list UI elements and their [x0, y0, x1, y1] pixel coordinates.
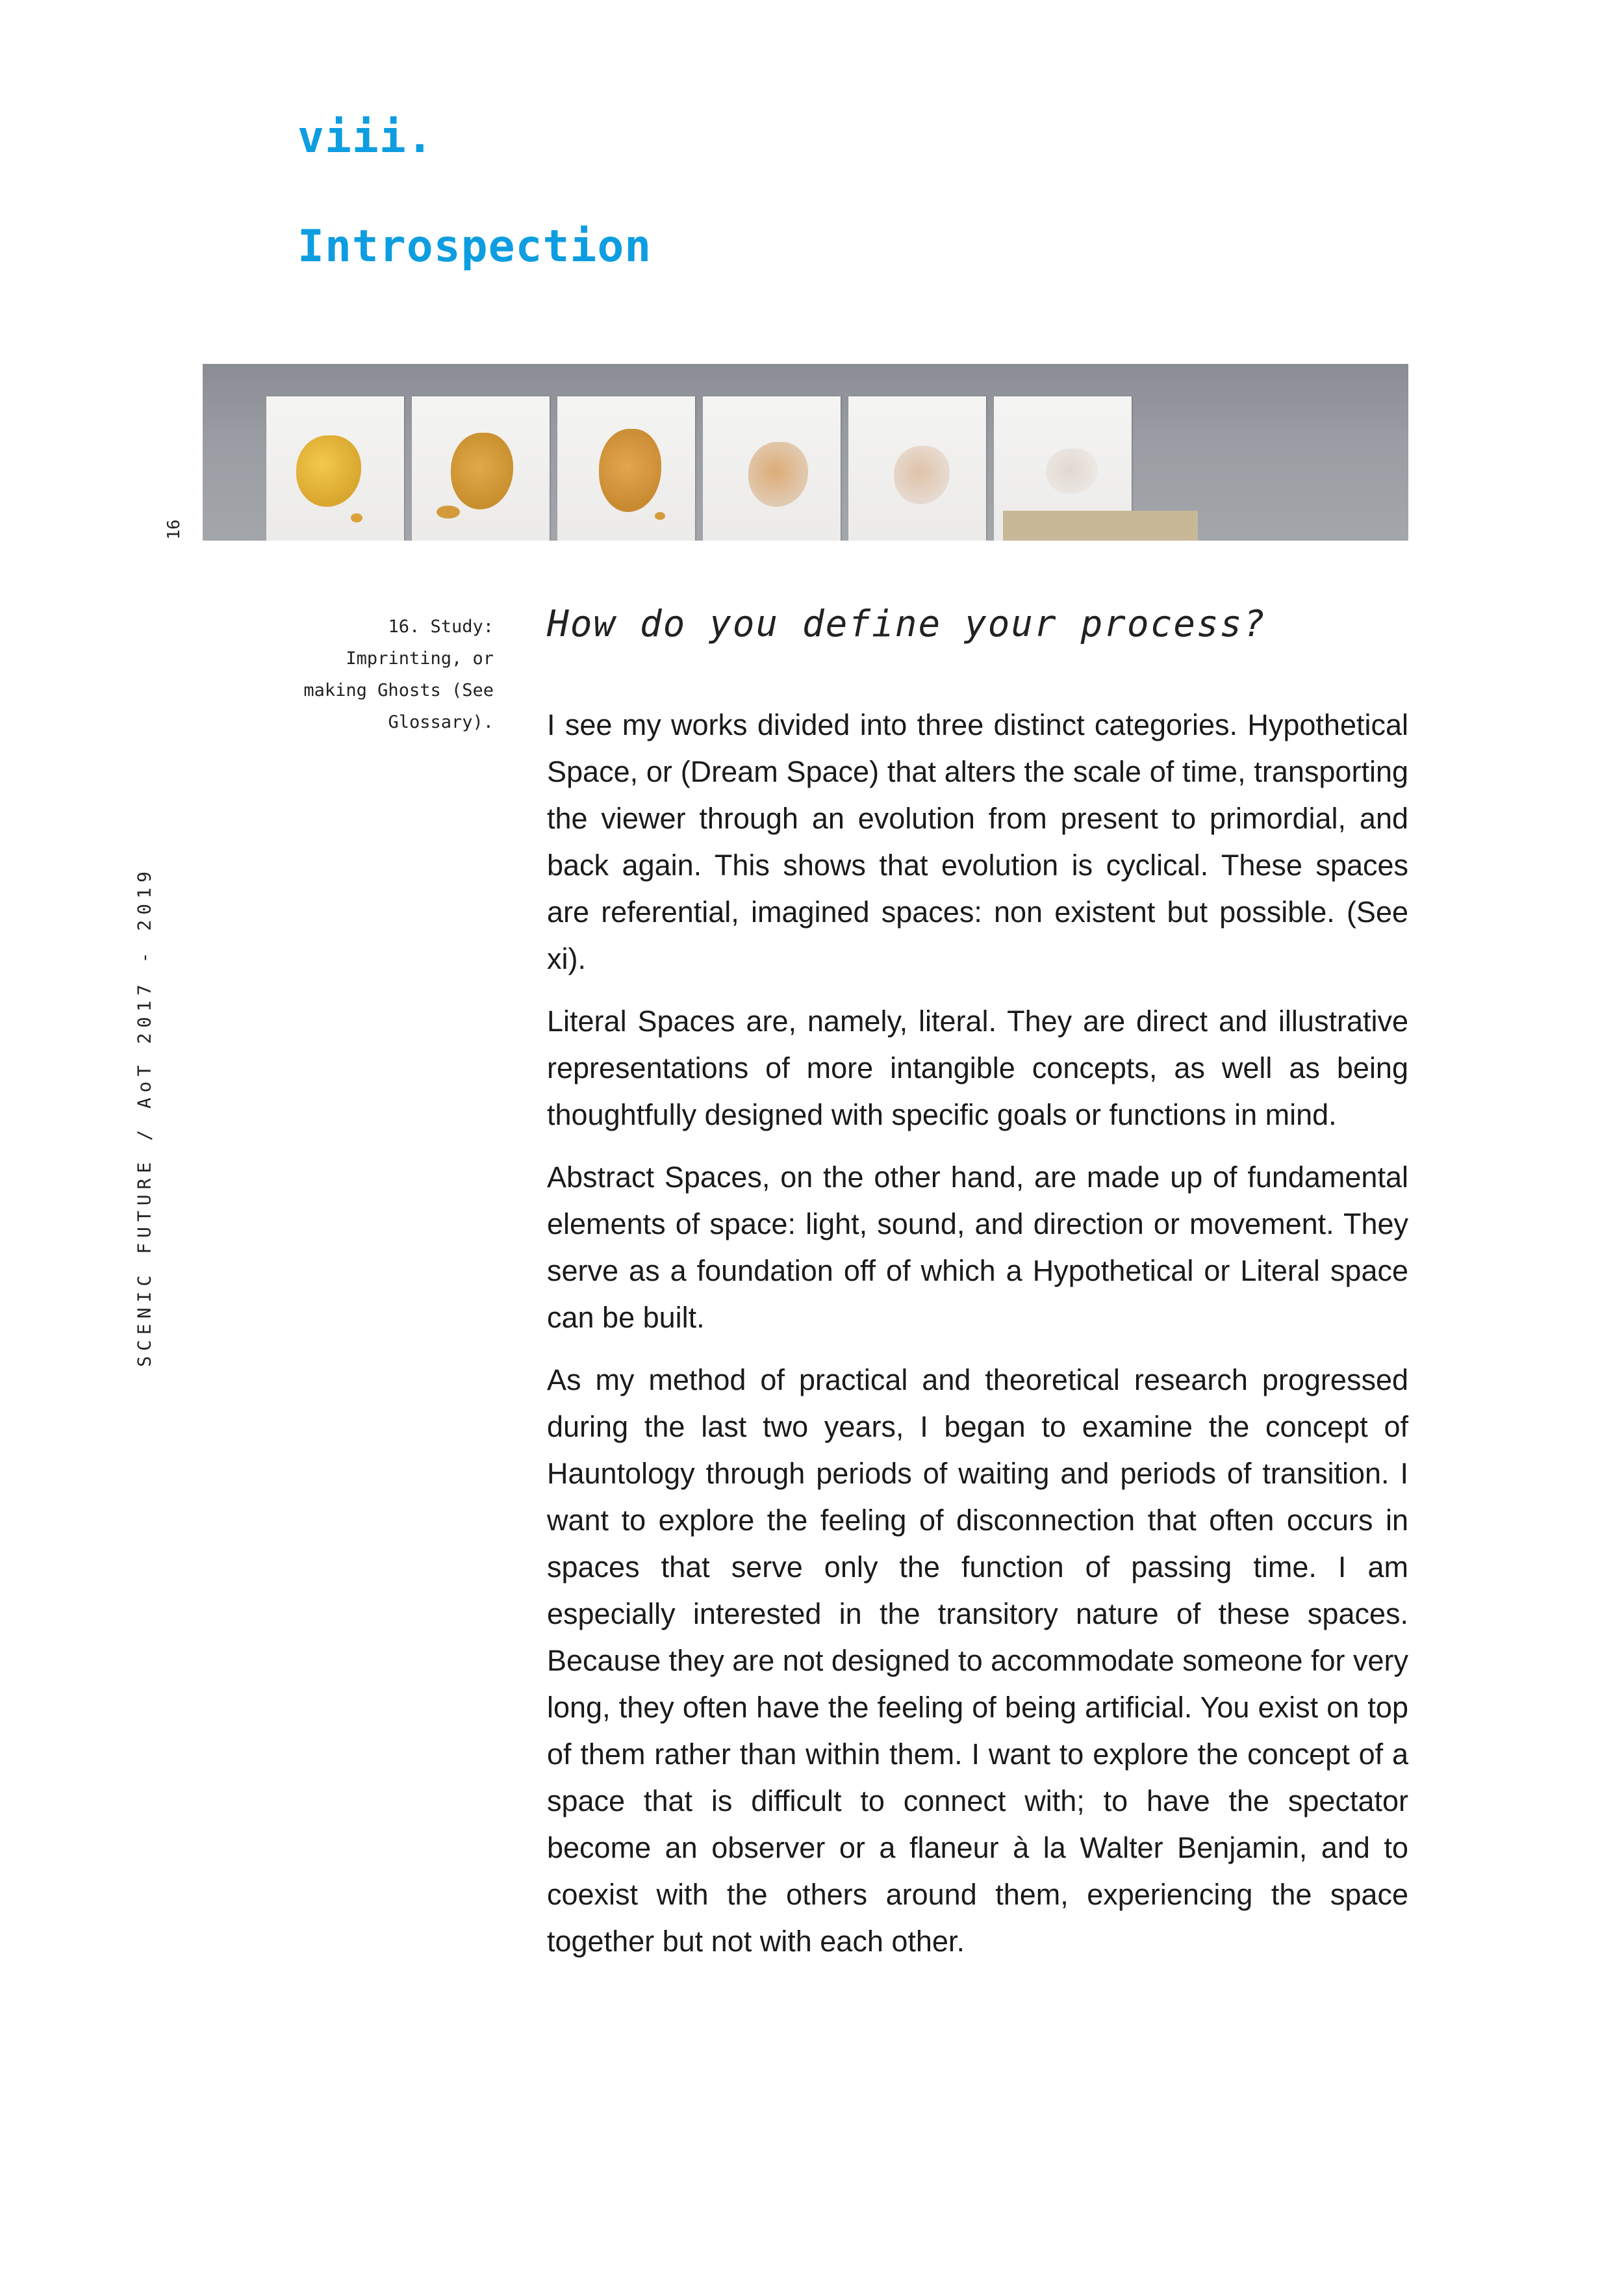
print-sheet [412, 396, 550, 541]
study-photo [203, 364, 1408, 541]
print-sheet [557, 396, 695, 541]
print-sheet [703, 396, 841, 541]
page-number: 16 [164, 519, 184, 540]
figure-caption: 16. Study: Imprinting, or making Ghosts (See Glossary). [303, 617, 494, 732]
paragraph: Abstract Spaces, on the other hand, are made up of fundamental elements of space: light, sound, and direction or movement. They serve as a foundation off of which a Hypothetical or Literal space can be built. [547, 1161, 1408, 1334]
paragraph: I see my works divided into three distinct categories. Hypothetical Space, or (Dream Space) that alters the scale of time, transporting the viewer through an evolution from present to primordial, and back again. This shows that evolution is cyclical. These spaces are referential, imagined spaces: non existent but possible. (See xi). [547, 708, 1408, 975]
print-sheet [848, 396, 986, 541]
body-text [547, 702, 1408, 1981]
paragraph: As my method of practical and theoretical research progressed during the last two years, I began to examine the concept of Hauntology through periods of waiting and periods of transition. I want to explore the feeling of disconnection that often occurs in spaces that serve only the function of passing time. I am especially interested in the transitory nature of these spaces. Because they are not designed to accommodate someone for very long, they often have the feeling of being artificial. You exist on top of them rather than within them. I want to explore the concept of a space that is difficult to connect with; to have the spectator become an observer or a flaneur à la Walter Benjamin, and to coexist with the others around them, experiencing the space together but not with each other. [547, 1363, 1408, 1958]
cardboard-panel [1003, 511, 1198, 541]
print-sheet [266, 396, 404, 541]
running-header: SCENIC FUTURE / AoT 2017 - 2019 [133, 866, 155, 1367]
chapter-title: Introspection [298, 221, 652, 272]
chapter-number: viii. [298, 112, 434, 163]
section-question: How do you define your process? [547, 603, 1267, 645]
paragraph: Literal Spaces are, namely, literal. They are direct and illustrative representations of more intangible concepts, as well as being thoughtfully designed with specific goals or functions in mind. [547, 1005, 1408, 1131]
